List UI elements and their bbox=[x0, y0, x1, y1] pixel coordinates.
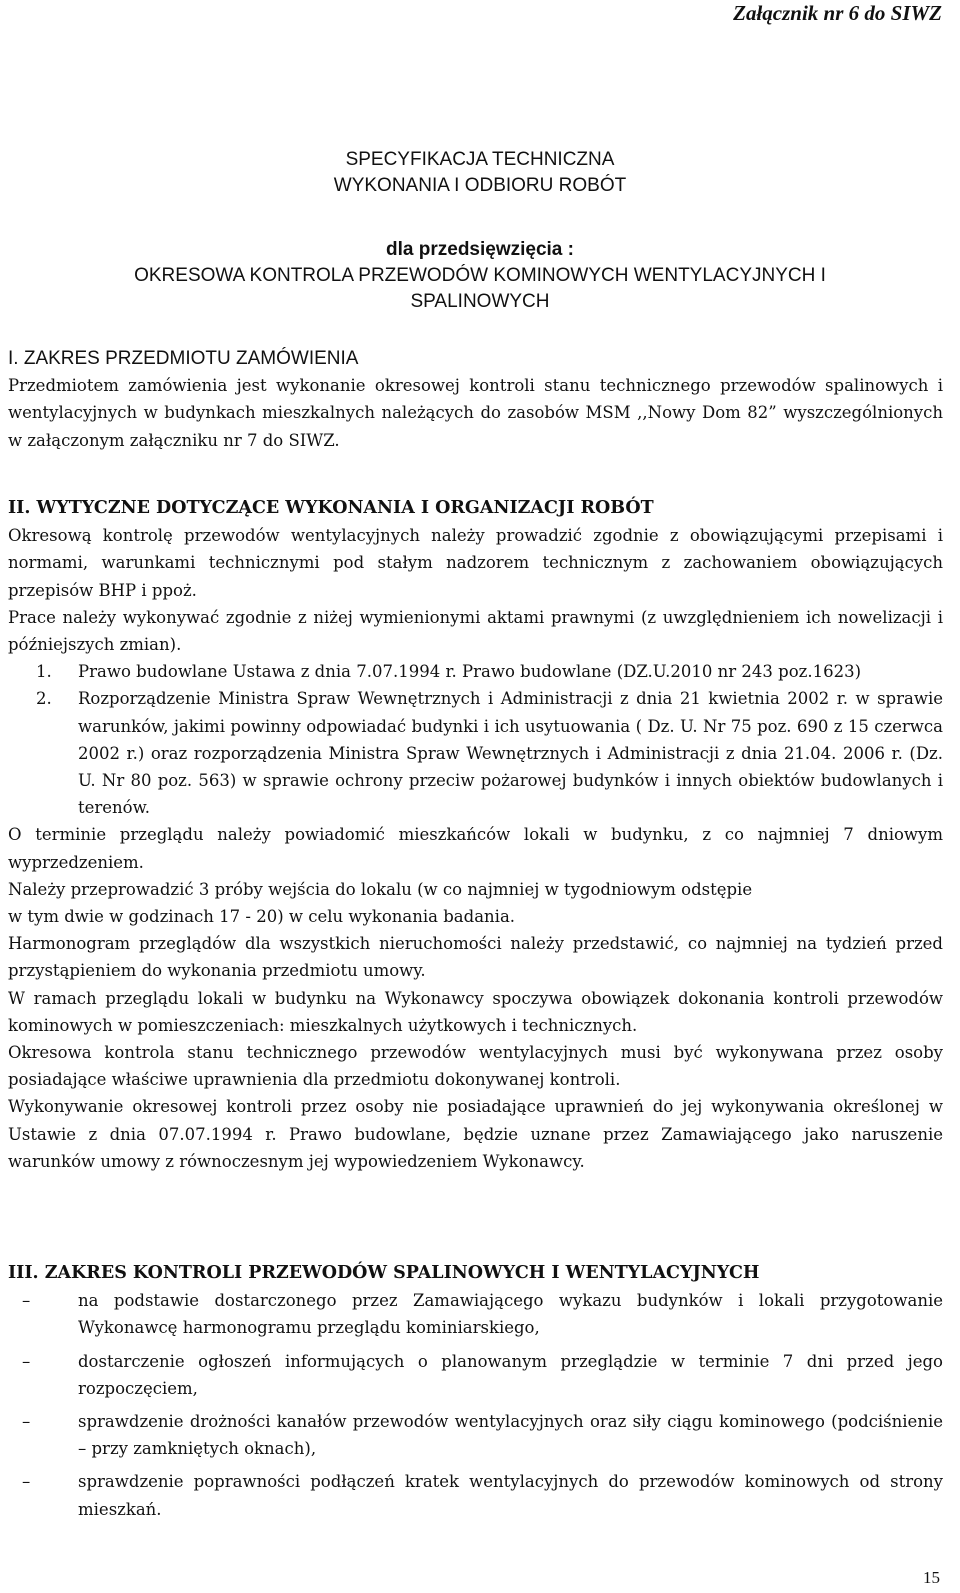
section-scope bbox=[8, 345, 943, 454]
paragraph: W ramach przeglądu lokali w budynku na Wykonawcy spoczywa obowiązek dokonania kontroli przewodów kominowych w pomieszczeniach: mieszkalnych użytkowych i technicznych. bbox=[8, 988, 943, 1035]
legal-acts-list bbox=[8, 658, 943, 821]
dash-bullet: – bbox=[22, 1412, 31, 1432]
paragraph: Okresowa kontrola stanu technicznego przewodów wentylacyjnych musi być wykonywana przez osoby posiadające właściwe uprawnienia dla przedmiotu dokonywanej kontroli. bbox=[8, 1043, 943, 1090]
document-title bbox=[0, 147, 960, 199]
section-heading: II. WYTYCZNE DOTYCZĄCE WYKONANIA I ORGANIZACJI ROBÓT bbox=[8, 498, 654, 518]
list-item bbox=[8, 658, 943, 685]
list-number: 2. bbox=[36, 689, 52, 709]
list-item bbox=[8, 1468, 943, 1522]
page-number: 15 bbox=[923, 1568, 940, 1587]
title-line-1: SPECYFIKACJA TECHNICZNA bbox=[345, 149, 615, 170]
list-text: Prawo budowlane Ustawa z dnia 7.07.1994 r. Prawo budowlane (DZ.U.2010 nr 243 poz.1623) bbox=[78, 662, 862, 682]
list-text: dostarczenie ogłoszeń informujących o planowanym przeglądzie w terminie 7 dni przed jego rozpoczęciem, bbox=[78, 1351, 943, 1398]
list-text: sprawdzenie drożności kanałów przewodów wentylacyjnych oraz siły ciągu kominowego (podciśnienie – przy zamkniętych oknach), bbox=[78, 1412, 943, 1459]
project-line-2: SPALINOWYCH bbox=[410, 291, 550, 312]
list-text: Rozporządzenie Ministra Spraw Wewnętrznych i Administracji z dnia 21 kwietnia 2002 r. w sprawie warunków, jakimi powinny odpowiadać budynki i ich usytuowania ( Dz. U. Nr 75 poz. 690 z 15 czerwca 2002 r.) oraz rozporządzenia Ministra Spraw Wewnętrznych i Administracji z dnia 21.04. 2006 r. (Dz. U. Nr 80 poz. 563) w sprawie ochrony przeciw pożarowej budynków i innych obiektów budowlanych i terenów. bbox=[78, 689, 943, 818]
paragraph: Przedmiotem zamówienia jest wykonanie okresowej kontroli stanu technicznego przewodów spalinowych i wentylacyjnych w budynkach mieszkalnych należących do zasobów MSM ,,Nowy Dom 82” wyszczególnionych w załączonym załączniku nr 7 do SIWZ. bbox=[8, 376, 943, 450]
section-heading: I. ZAKRES PRZEDMIOTU ZAMÓWIENIA bbox=[8, 348, 359, 369]
inspection-list bbox=[8, 1287, 943, 1523]
attachment-label: Załącznik nr 6 do SIWZ bbox=[733, 1, 942, 25]
list-item bbox=[8, 685, 943, 821]
list-item bbox=[8, 1287, 943, 1341]
paragraph: Okresową kontrolę przewodów wentylacyjnych należy prowadzić zgodnie z obowiązującymi przepisami i normami, warunkami technicznymi pod stałym nadzorem technicznym z zachowaniem obowiązujących przepisów BHP i ppoż. bbox=[8, 526, 943, 600]
title-line-2: WYKONANIA I ODBIORU ROBÓT bbox=[333, 175, 627, 196]
list-item bbox=[8, 1348, 943, 1402]
paragraph: O terminie przeglądu należy powiadomić mieszkańców lokali w budynku, z co najmniej 7 dniowym wyprzedzeniem. bbox=[8, 825, 943, 872]
dash-bullet: – bbox=[22, 1472, 31, 1492]
project-line-1: OKRESOWA KONTROLA PRZEWODÓW KOMINOWYCH WENTYLACYJNYCH I bbox=[134, 265, 826, 286]
dash-bullet: – bbox=[22, 1291, 31, 1311]
list-item bbox=[8, 1408, 943, 1462]
section-inspection-scope bbox=[8, 1260, 943, 1529]
list-number: 1. bbox=[36, 662, 52, 682]
paragraph: Wykonywanie okresowej kontroli przez osoby nie posiadające uprawnień do jej wykonywania określonej w Ustawie z dnia 07.07.1994 r. Prawo budowlane, będzie uznane przez Zamawiającego jako naruszenie warunków umowy z równoczesnym jej wypowiedzeniem Wykonawcy. bbox=[8, 1097, 943, 1171]
section-heading: III. ZAKRES KONTROLI PRZEWODÓW SPALINOWYCH I WENTYLACYJNYCH bbox=[8, 1263, 760, 1283]
section-guidelines bbox=[8, 495, 943, 1175]
dash-bullet: – bbox=[22, 1351, 31, 1371]
paragraph: w tym dwie w godzinach 17 - 20) w celu wykonania badania. bbox=[8, 907, 516, 927]
paragraph: Harmonogram przeglądów dla wszystkich nieruchomości należy przedstawić, co najmniej na tydzień przed przystąpieniem do wykonania przedmiotu umowy. bbox=[8, 934, 943, 981]
paragraph: Prace należy wykonywać zgodnie z niżej wymienionymi aktami prawnymi (z uwzględnieniem ich nowelizacji i późniejszych zmian). bbox=[8, 607, 943, 655]
list-text: sprawdzenie poprawności podłączeń kratek wentylacyjnych do przewodów kominowych od strony mieszkań. bbox=[78, 1472, 943, 1519]
project-title bbox=[0, 237, 960, 315]
for-label: dla przedsięwzięcia : bbox=[386, 239, 574, 260]
paragraph: Należy przeprowadzić 3 próby wejścia do lokalu (w co najmniej w tygodniowym odstępie bbox=[8, 879, 753, 899]
list-text: na podstawie dostarczonego przez Zamawiającego wykazu budynków i lokali przygotowanie Wykonawcę harmonogramu przeglądu kominiarskiego, bbox=[78, 1291, 943, 1338]
